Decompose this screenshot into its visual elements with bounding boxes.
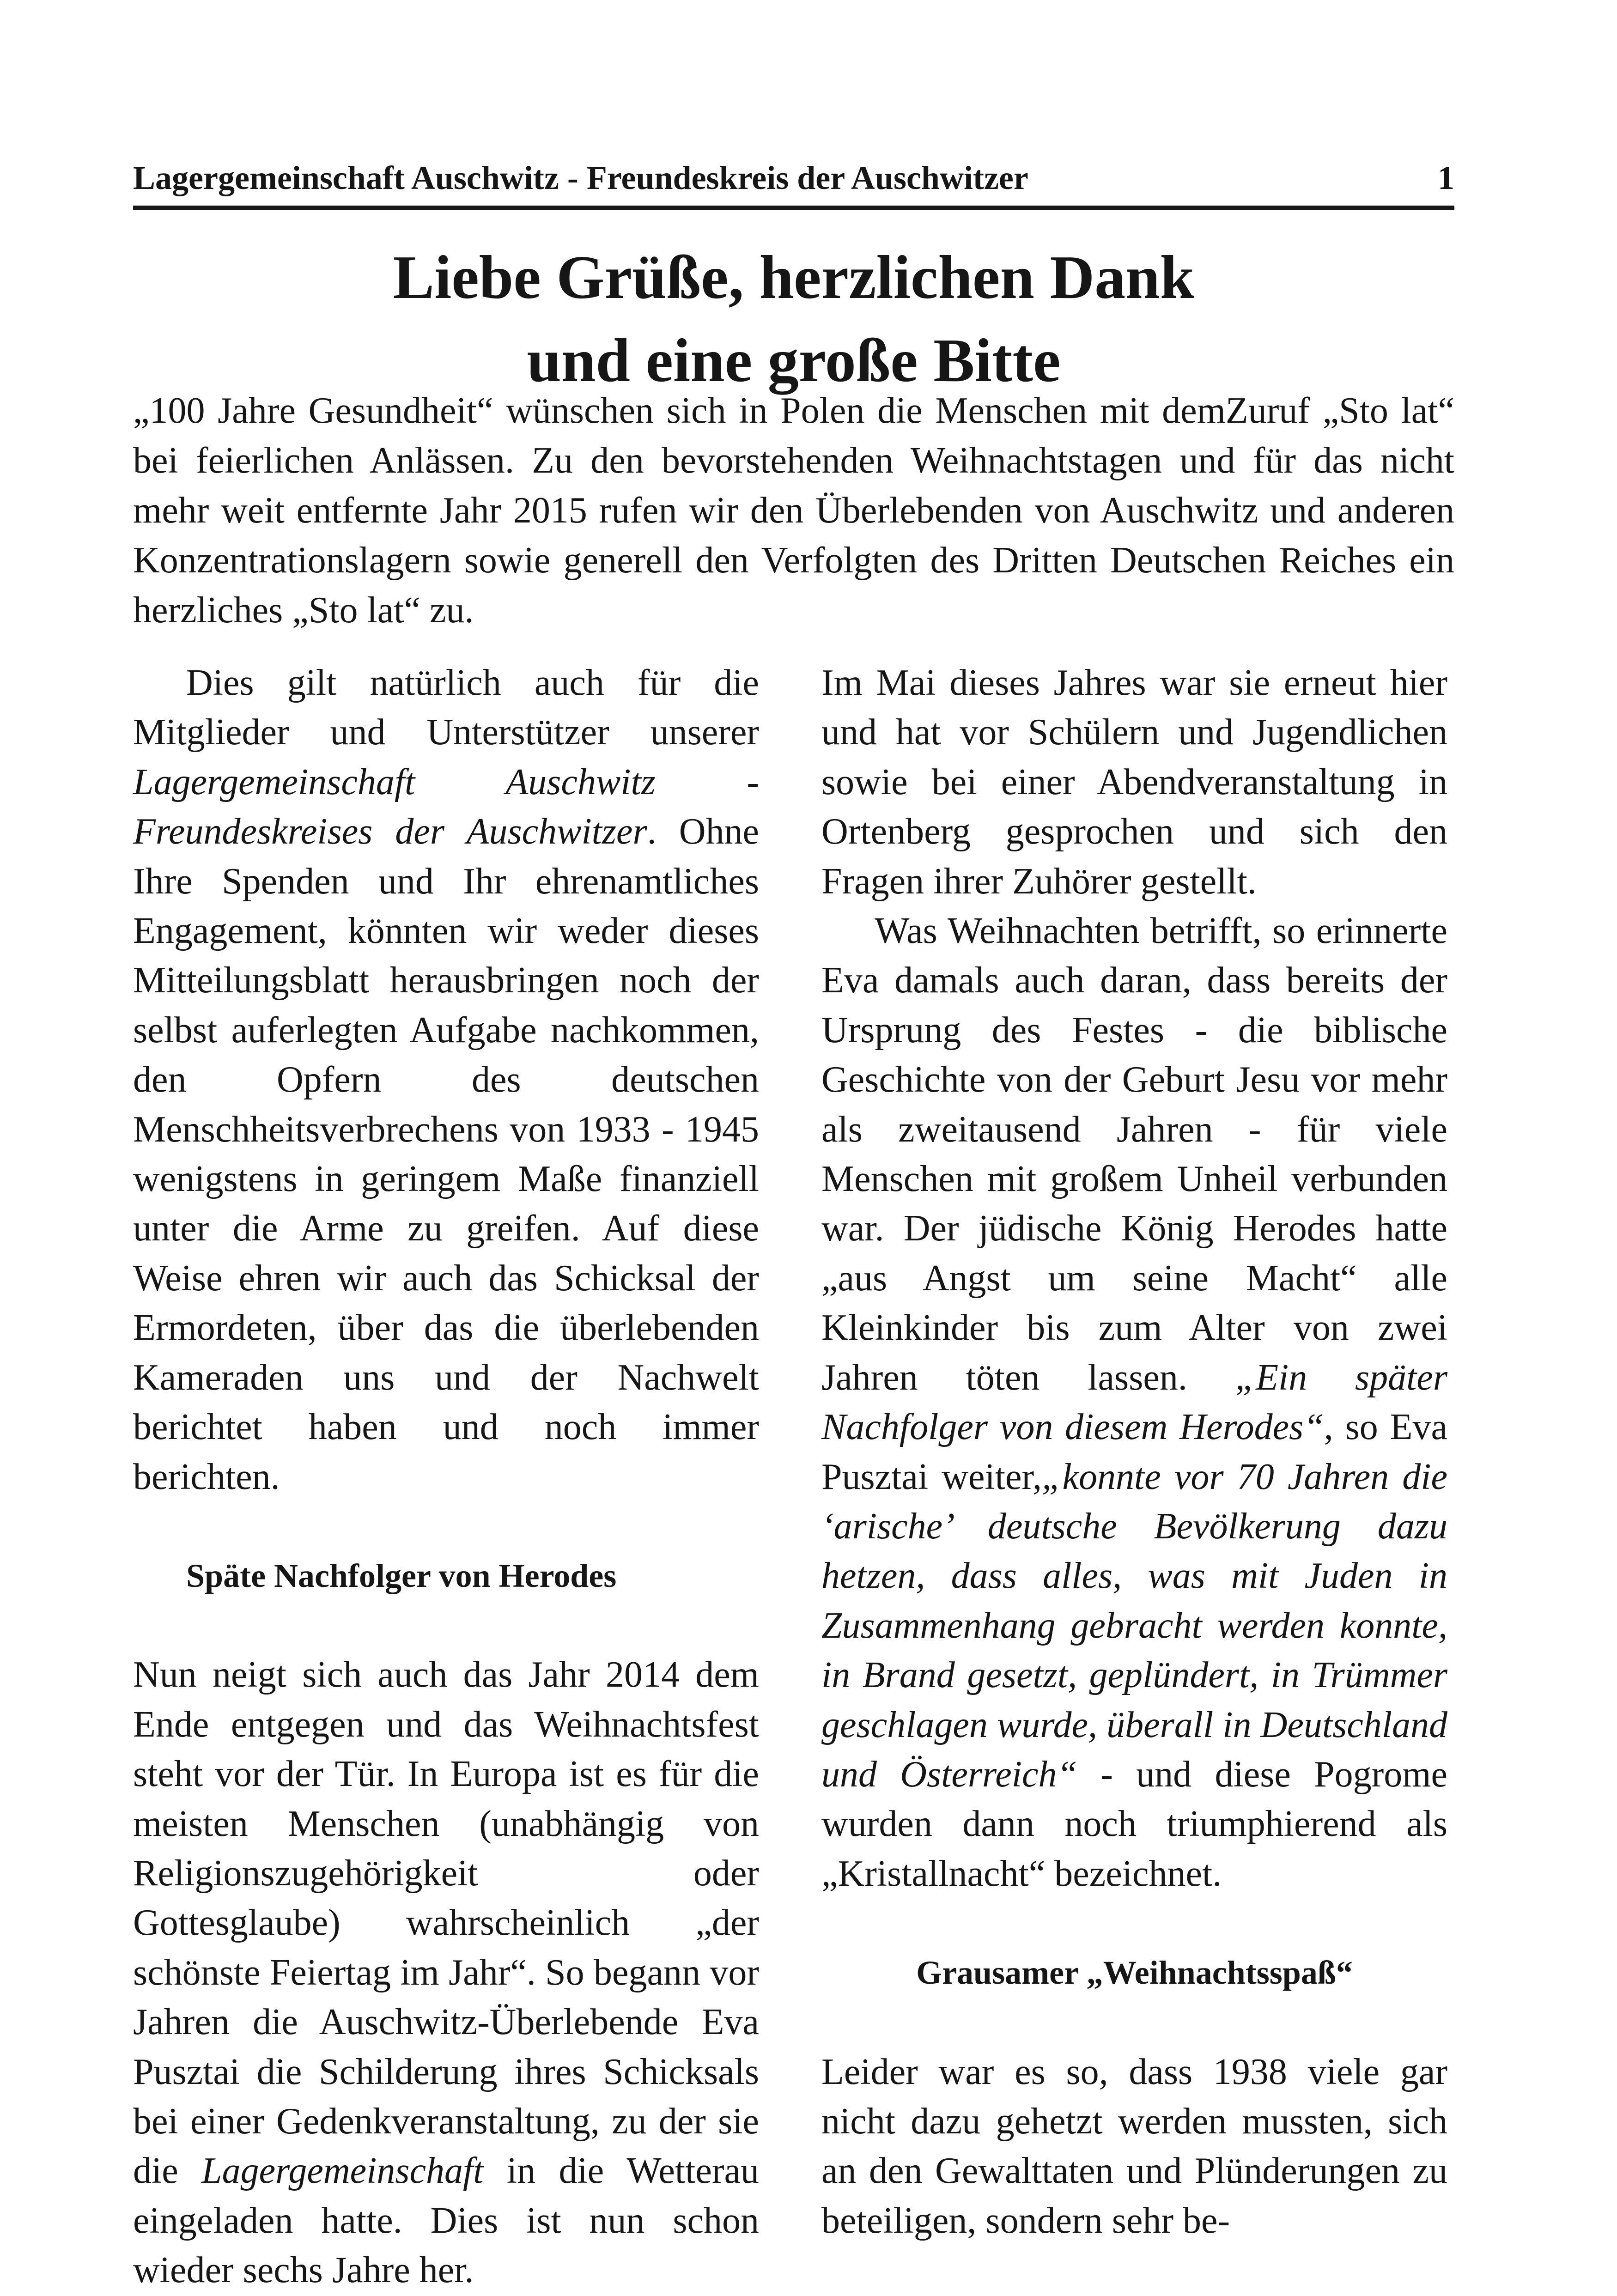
right-p2-italic-1: „Ein später Nachfolger von diesem Herodes“ (821, 1357, 1447, 1448)
lead-paragraph: „100 Jahre Gesundheit“ wünschen sich in Polen die Menschen mit demZuruf „Sto lat“ bei feierlichen Anlässen. Zu den bevorstehenden Weihnachtstagen und für das nicht mehr weit entfernte Jahr 2015 rufen wir den Überlebenden von Auschwitz und anderen Konzentrationslagern sowie generell den Verfolgten des Dritten Deutschen Reiches ein herzliches „Sto lat“ zu. (133, 390, 1454, 631)
section-heading-herodes: Späte Nachfolger von Herodes (186, 1557, 617, 1594)
left-p2-italic: Lagergemeinschaft (201, 2150, 484, 2192)
right-p2-text-c: - und diese Pogrome wurden dann noch triumphierend als „Kristallnacht“ bezeichnet. (821, 1754, 1448, 1894)
left-column (133, 658, 759, 2296)
right-paragraph-1: Im Mai dieses Jahres war sie erneut hier und hat vor Schülern und Jugendlichen sowie bei einer Abendveranstaltung in Ortenberg gesprochen und sich den Fragen ihrer Zuhörer gestellt. (821, 662, 1447, 902)
running-header (133, 155, 1454, 210)
title-line-2: und eine große Bitte (527, 326, 1061, 395)
left-paragraph-1 (133, 658, 759, 1502)
page-number: 1 (1438, 159, 1454, 196)
left-p1-text-b: . Ohne Ihre Spenden und Ihr ehrenamtliches Engagement, könnten wir weder dieses Mitteilungsblatt herausbringen noch der selbst auferlegten Aufgabe nachkommen, den Opfern des deutschen Menschheitsverbrechens von 1933 - 1945 wenigstens in geringem Maße finanziell unter die Arme zu greifen. Auf diese Weise ehren wir auch das Schicksal der Ermordeten, über das die überlebenden Kameraden uns und der Nachwelt berichtet haben und noch immer berichten. (133, 811, 760, 1497)
running-title: Lagergemeinschaft Auschwitz - Freundeskreis der Auschwitzer (133, 159, 1028, 196)
right-column (821, 658, 1447, 2246)
right-p2-text-b: , so Eva Pusztai weiter, (821, 1407, 1447, 1497)
right-p2-text-a: Was Weihnachten betrifft, so erinnerte Eva damals auch daran, dass bereits der Ursprung des Festes - die biblische Geschichte von der Geburt Jesu vor mehr als zweitausend Jahren - für viele Menschen mit großem Unheil verbunden war. Der jüdische König Herodes hatte „aus Angst um seine Macht“ alle Kleinkinder bis zum Alter von zwei Jahren töten lassen. (821, 911, 1447, 1398)
article-title (133, 236, 1454, 402)
right-paragraph-2 (821, 906, 1447, 1899)
left-p1-text-a: Dies gilt natürlich auch für die Mitglieder und Unterstützer unserer (133, 662, 759, 753)
left-paragraph-2 (133, 1650, 759, 2295)
section-heading-weihnachtsspass: Grausamer „Weihnachtsspaß“ (916, 1954, 1353, 1992)
left-p2-text-b: in die Wetterau eingeladen hatte. Dies ist nun schon wieder sechs Jahre her. (133, 2150, 759, 2291)
left-p1-italic: Lagergemeinschaft Auschwitz - Freundeskreises der Auschwitzer (133, 761, 759, 852)
title-line-1: Liebe Grüße, herzlichen Dank (393, 243, 1195, 311)
right-p2-italic-2: „konnte vor 70 Jahren die ‘arische’ deutsche Bevölkerung dazu hetzen, dass alles, was mit Juden in Zusammenhang gebracht werden konnte, in Brand gesetzt, geplündert, in Trümmer geschlagen wurde, überall in Deutschland und Österreich“ (821, 1456, 1447, 1795)
left-p2-text-a: Nun neigt sich auch das Jahr 2014 dem Ende entgegen und das Weihnachtsfest steht vor der Tür. In Europa ist es für die meisten Menschen (unabhängig von Religionszugehörigkeit oder Gottesglaube) wahrscheinlich „der schönste Feiertag im Jahr“. So begann vor Jahren die Auschwitz-Überlebende Eva Pusztai die Schilderung ihres Schicksals bei einer Gedenkveranstaltung, zu der sie die (133, 1654, 759, 2192)
right-paragraph-3: Leider war es so, dass 1938 viele gar nicht dazu gehetzt werden mussten, sich an den Gewalttaten und Plünderungen zu beteiligen, sondern sehr be- (821, 2051, 1447, 2241)
